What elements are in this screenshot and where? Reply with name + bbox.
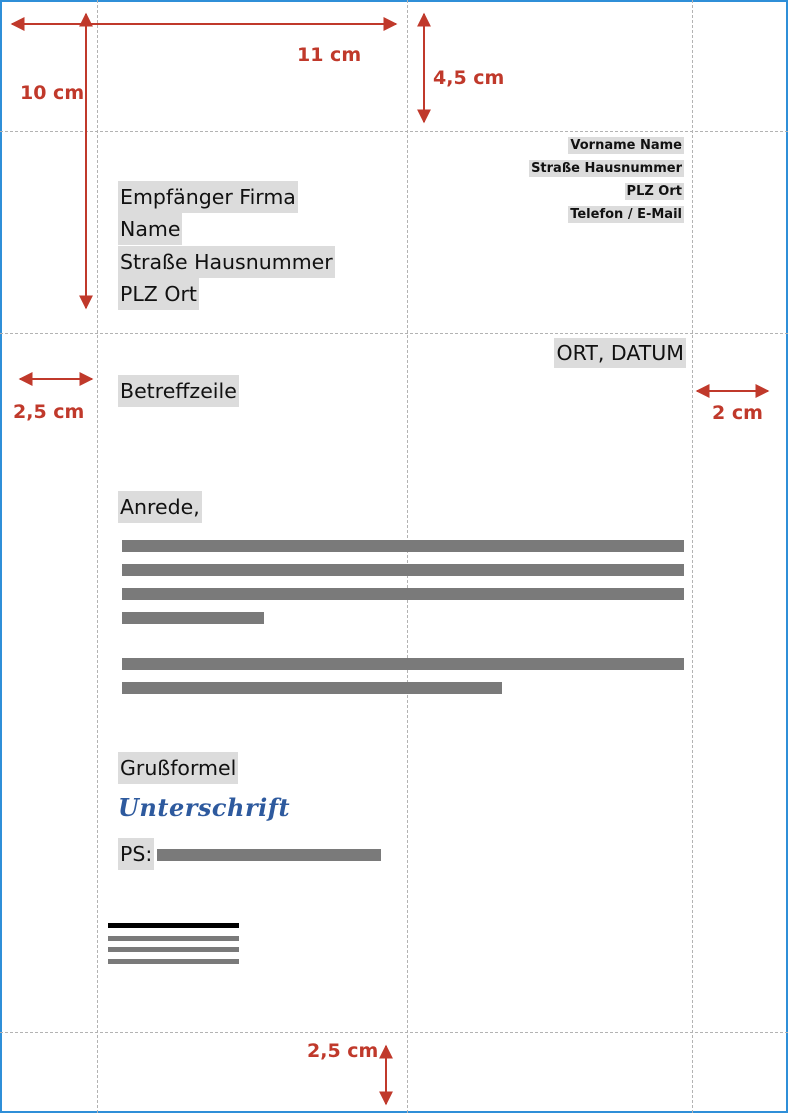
closing: Grußformel <box>118 752 238 784</box>
dim-label-top-width: 11 cm <box>297 44 362 66</box>
recipient-street: Straße Hausnummer <box>118 246 335 278</box>
enclosure-line <box>108 959 239 964</box>
body-text-line <box>122 682 502 694</box>
sender-street: Straße Hausnummer <box>531 161 682 176</box>
signature: Unterschrift <box>118 793 291 822</box>
sender-contact: Telefon / E-Mail <box>570 207 682 222</box>
enclosure-heading-line <box>108 923 239 928</box>
dim-label-bottom-margin: 2,5 cm <box>307 1040 379 1062</box>
body-text-line <box>122 588 684 600</box>
sender-city: PLZ Ort <box>626 184 682 199</box>
dim-label-top-right-height: 4,5 cm <box>433 67 505 89</box>
recipient-name: Name <box>118 213 182 245</box>
subject-line: Betreffzeile <box>118 375 239 407</box>
enclosure-line <box>108 936 239 941</box>
place-date: ORT, DATUM <box>554 338 686 368</box>
recipient-company: Empfänger Firma <box>118 181 298 213</box>
dim-label-top-height: 10 cm <box>20 82 85 104</box>
body-text-line <box>122 658 684 670</box>
ps-text-line <box>157 849 381 861</box>
sender-name: Vorname Name <box>570 138 682 153</box>
dim-label-left-margin: 2,5 cm <box>13 401 85 423</box>
body-text-line <box>122 564 684 576</box>
enclosure-line <box>108 947 239 952</box>
body-text-line <box>122 540 684 552</box>
dim-label-right-margin: 2 cm <box>712 402 763 424</box>
salutation: Anrede, <box>118 491 202 523</box>
ps-label: PS: <box>118 838 154 870</box>
body-text-line <box>122 612 264 624</box>
recipient-city: PLZ Ort <box>118 278 199 310</box>
